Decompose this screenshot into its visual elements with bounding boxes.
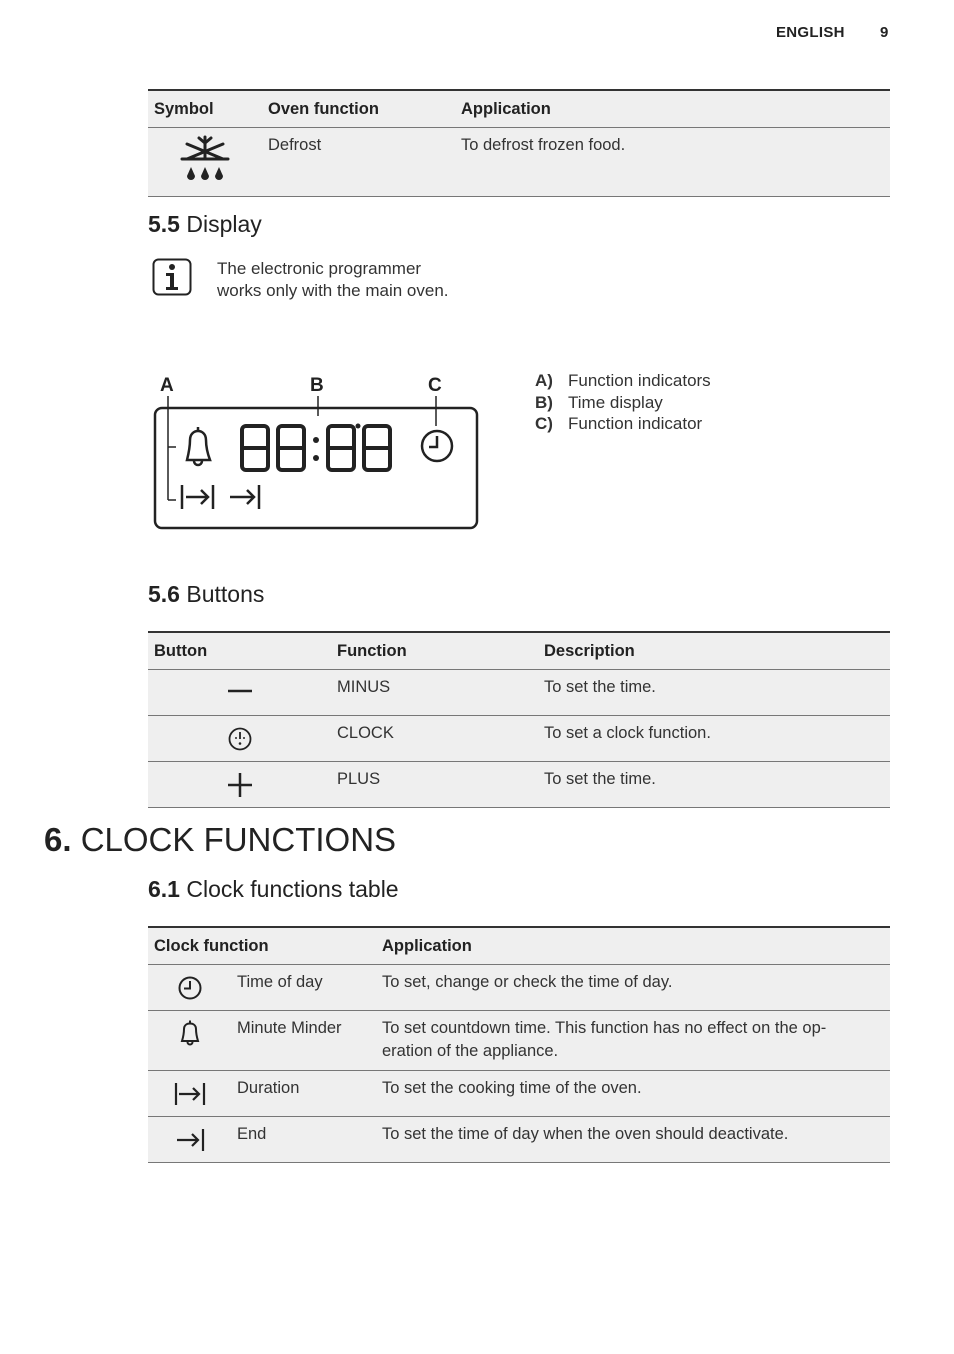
- end-icon: [230, 485, 259, 509]
- column-header: Symbol: [148, 90, 262, 128]
- seven-segment-digits: [242, 426, 390, 470]
- section-heading-buttons: [148, 581, 264, 608]
- section-number: 5.6: [148, 581, 180, 607]
- duration-icon: [173, 1079, 207, 1109]
- bell-icon: [175, 1019, 205, 1049]
- info-text: The electronic programmer works only with the main oven.: [217, 259, 449, 300]
- clock-icon: [175, 973, 205, 1003]
- section-title: Clock functions table: [186, 876, 399, 902]
- button-cell: [148, 762, 331, 808]
- function-cell: PLUS: [331, 762, 538, 808]
- function-name-cell: Duration: [231, 1071, 376, 1117]
- column-header: Oven function: [262, 90, 455, 128]
- legend-text: Function indicators: [568, 371, 711, 390]
- legend-item: [535, 392, 711, 414]
- clock-button-icon: [225, 724, 255, 754]
- defrost-icon: [179, 134, 231, 184]
- bell-icon: [187, 427, 210, 465]
- column-header: Application: [455, 90, 890, 128]
- application-cell: To defrost frozen food.: [455, 128, 890, 197]
- section-title: Buttons: [186, 581, 265, 607]
- label-c: C: [428, 375, 442, 396]
- column-header: Application: [376, 927, 890, 965]
- table-header-row: [148, 632, 890, 670]
- section-number: 5.5: [148, 211, 180, 237]
- application-cell: To set the cooking time of the oven.: [376, 1071, 890, 1117]
- table-row: [148, 1071, 890, 1117]
- button-cell: [148, 670, 331, 716]
- application-cell: To set the time of day when the oven should deactivate.: [376, 1117, 890, 1163]
- table-row: [148, 762, 890, 808]
- oven-function-table: [148, 89, 890, 197]
- table-row: [148, 670, 890, 716]
- label-b: B: [310, 375, 324, 396]
- description-cell: To set a clock function.: [538, 716, 890, 762]
- function-name-cell: End: [231, 1117, 376, 1163]
- function-cell: CLOCK: [331, 716, 538, 762]
- section-heading-display: [148, 211, 262, 238]
- legend-item: [535, 413, 711, 435]
- legend-key: C): [535, 414, 553, 433]
- table-row: [148, 1117, 890, 1163]
- icon-cell: [148, 1071, 231, 1117]
- function-cell: MINUS: [331, 670, 538, 716]
- legend-text: Time display: [568, 392, 663, 412]
- icon-cell: [148, 965, 231, 1011]
- column-header: Clock function: [148, 927, 376, 965]
- table-row: [148, 965, 890, 1011]
- chapter-heading: [44, 821, 396, 859]
- info-icon: [152, 258, 192, 296]
- table-row: [148, 1011, 890, 1071]
- function-cell: Defrost: [262, 128, 455, 197]
- clock-icon: [422, 431, 452, 461]
- function-name-cell: Minute Minder: [231, 1011, 376, 1071]
- buttons-table: [148, 631, 890, 808]
- plus-icon: [225, 770, 255, 800]
- button-cell: [148, 716, 331, 762]
- section-title: Display: [186, 211, 262, 237]
- section-heading-clock-functions: [148, 876, 399, 903]
- display-diagram: [150, 370, 485, 535]
- legend-key: A): [535, 371, 553, 390]
- legend-item: [535, 370, 711, 392]
- chapter-title: CLOCK FUNCTIONS: [80, 821, 397, 858]
- table-header-row: [148, 90, 890, 128]
- display-legend: [535, 370, 711, 435]
- function-name-cell: Time of day: [231, 965, 376, 1011]
- application-cell: To set countdown time. This function has no effect on the op- eration of the appliance.: [376, 1011, 890, 1071]
- header-language: ENGLISH: [776, 24, 845, 41]
- legend-key: B): [535, 392, 553, 412]
- section-number: 6.1: [148, 876, 180, 902]
- table-row: [148, 716, 890, 762]
- description-cell: To set the time.: [538, 670, 890, 716]
- icon-cell: [148, 1117, 231, 1163]
- description-cell: To set the time.: [538, 762, 890, 808]
- symbol-cell: [148, 128, 262, 197]
- page-number: 9: [880, 24, 889, 41]
- minus-icon: [225, 678, 255, 704]
- table-row: [148, 128, 890, 197]
- table-header-row: [148, 927, 890, 965]
- application-cell: To set, change or check the time of day.: [376, 965, 890, 1011]
- legend-text: Function indicator: [568, 414, 703, 433]
- clock-functions-table: [148, 926, 890, 1163]
- duration-icon: [182, 485, 213, 509]
- icon-cell: [148, 1011, 231, 1071]
- column-header: Button: [148, 632, 331, 670]
- chapter-number: 6.: [44, 821, 72, 858]
- label-a: A: [160, 375, 174, 396]
- column-header: Description: [538, 632, 890, 670]
- column-header: Function: [331, 632, 538, 670]
- end-icon: [173, 1125, 207, 1155]
